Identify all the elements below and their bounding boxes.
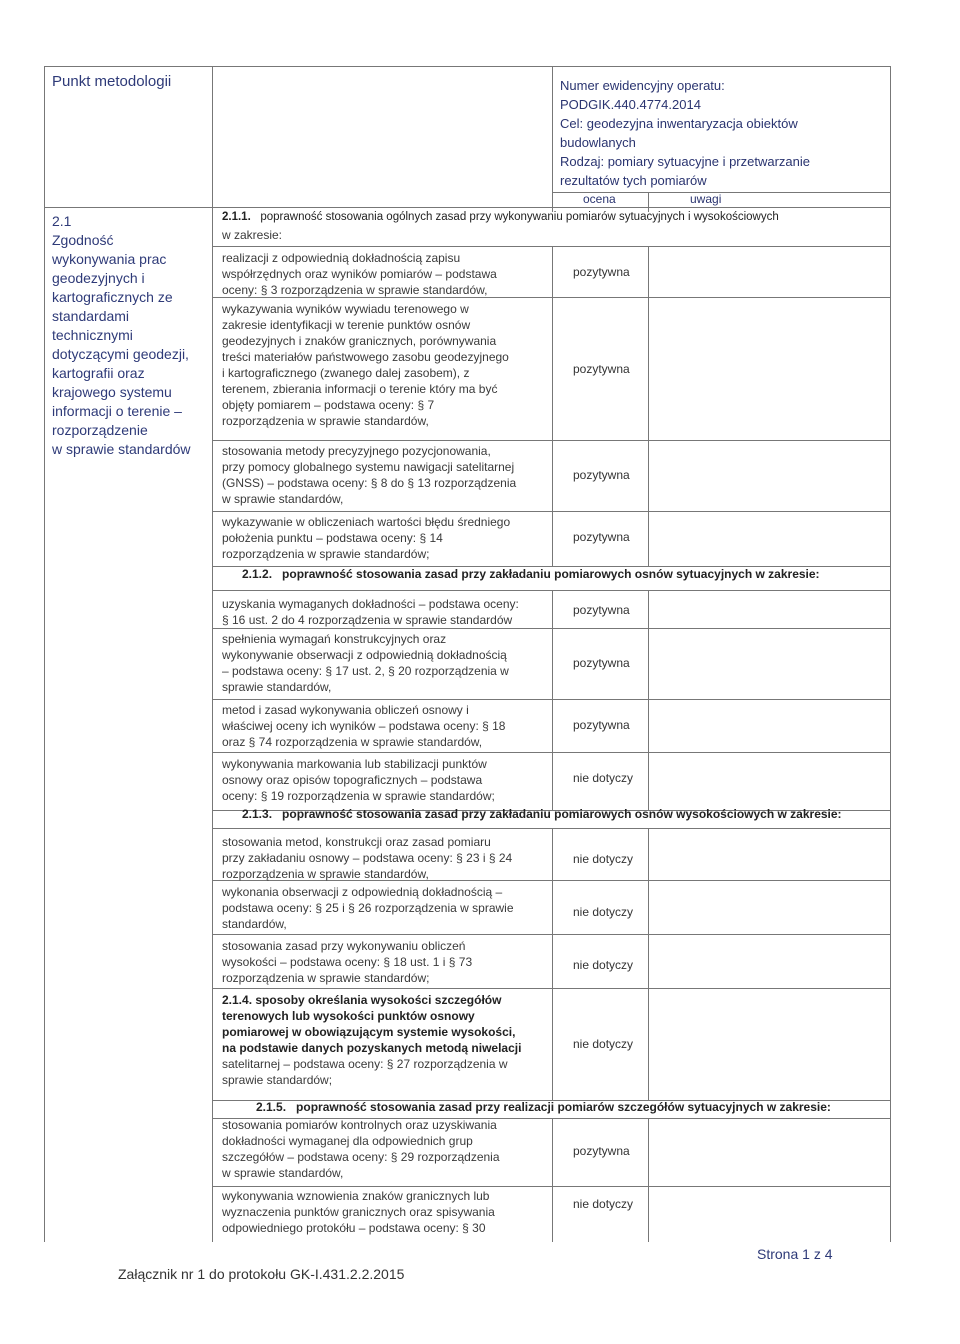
- criteria-row: [222, 514, 510, 562]
- criteria-text-line: rozporządzenia w sprawie standardów;: [222, 971, 430, 985]
- criteria-text-line: wykonywanie obserwacji z odpowiednią dokładnością: [222, 648, 507, 662]
- section-heading-title: poprawność stosowania zasad przy zakładaniu pomiarowych osnów sytuacyjnych w zakresie:: [282, 567, 820, 581]
- criteria-text-line: wykonywania markowania lub stabilizacji punktów: [222, 757, 487, 771]
- criteria-text-line: rozporządzenia w sprawie standardów,: [222, 414, 429, 428]
- header-line: PODGIK.440.4774.2014: [560, 97, 701, 112]
- criteria-text-line: metod i zasad wykonywania obliczeń osnowy i: [222, 703, 469, 717]
- criteria-text-line: 2.1.4. sposoby określania wysokości szczegółów: [222, 993, 502, 1007]
- criteria-assessment: pozytywna: [573, 718, 630, 732]
- criteria-text-line: wyznaczenia punktów granicznych oraz spisywania: [222, 1205, 495, 1219]
- criteria-row: [222, 834, 512, 882]
- criteria-assessment: nie dotyczy: [573, 958, 634, 972]
- criteria-assessment: pozytywna: [573, 530, 630, 544]
- section-description-line: dotyczącymi geodezji,: [52, 346, 189, 362]
- section-description-line: Zgodność: [52, 232, 114, 248]
- criteria-text-line: na podstawie danych pozyskanych metodą niwelacji: [222, 1041, 522, 1055]
- criteria-text-line: rozporządzenia w sprawie standardów,: [222, 867, 429, 881]
- criteria-row: [222, 443, 516, 507]
- section-heading-2-1-1: [222, 211, 779, 223]
- criteria-text-line: wykazywania wyników wywiadu terenowego w: [222, 302, 469, 316]
- criteria-row: [222, 250, 497, 298]
- criteria-text-line: sprawie standardów,: [222, 680, 332, 694]
- header-line: Cel: geodezyjna inwentaryzacja obiektów: [560, 116, 798, 131]
- column-header-uwagi: uwagi: [690, 192, 722, 206]
- section-description-line: kartografii oraz: [52, 365, 145, 381]
- criteria-text-line: współrzędnych oraz wyników pomiarów – podstawa: [222, 267, 497, 281]
- criteria-text-line: pomiarowej w obowiązującym systemie wysokości,: [222, 1025, 516, 1039]
- criteria-assessment: pozytywna: [573, 468, 630, 482]
- section-heading-number: 2.1.5.: [256, 1100, 287, 1114]
- criteria-text-line: stosowania metod, konstrukcji oraz zasad pomiaru: [222, 835, 491, 849]
- section-description-line: technicznymi: [52, 327, 133, 343]
- criteria-assessment: nie dotyczy: [573, 771, 634, 785]
- criteria-text-line: w sprawie standardów,: [222, 1166, 344, 1180]
- criteria-text-line: wykonywania wznowienia znaków granicznych lub: [222, 1189, 490, 1203]
- criteria-text-line: geodezyjnych i znaków granicznych, porównywania: [222, 334, 497, 348]
- section-heading-title: poprawność stosowania zasad przy zakładaniu pomiarowych osnów wysokościowych w zakresie:: [282, 807, 842, 821]
- criteria-row: [222, 596, 519, 628]
- criteria-text-line: stosowania zasad przy wykonywaniu obliczeń: [222, 939, 466, 953]
- criteria-text-line: i kartograficznego (zwanego dalej zasobem), z: [222, 366, 470, 380]
- criteria-text-line: terenem, zbierania informacji o terenie który ma być: [222, 382, 498, 396]
- section-description-line: wykonywania prac: [52, 251, 167, 267]
- criteria-text-line: terenowych lub wysokości punktów osnowy: [222, 1009, 475, 1023]
- section-heading-number: 2.1.3.: [242, 807, 273, 821]
- method-point-title: Punkt metodologii: [52, 73, 172, 90]
- header-line: Numer ewidencyjny operatu:: [560, 78, 725, 93]
- section-heading-title: poprawność stosowania ogólnych zasad przy wykonywaniu pomiarów sytuacyjnych i wysokościowych: [260, 211, 779, 223]
- criteria-assessment: nie dotyczy: [573, 905, 634, 919]
- criteria-text-line: szczegółów – podstawa oceny: § 29 rozporządzenia: [222, 1150, 500, 1164]
- criteria-text-line: wykonania obserwacji z odpowiednią dokładnością –: [222, 885, 503, 899]
- criteria-row-2-1-4: [222, 992, 521, 1088]
- criteria-row: [222, 756, 495, 804]
- criteria-text-line: realizacji z odpowiednią dokładnością zapisu: [222, 251, 461, 265]
- section-heading-2-1-2: [242, 567, 820, 581]
- criteria-text-line: (GNSS) – podstawa oceny: § 8 do § 13 rozporządzenia: [222, 476, 517, 490]
- criteria-text-line: osnowy oraz opisów topograficznych – podstawa: [222, 773, 483, 787]
- criteria-text-line: uzyskania wymaganych dokładności – podstawa oceny:: [222, 597, 519, 611]
- criteria-text-line: podstawa oceny: § 25 i § 26 rozporządzenia w sprawie: [222, 901, 514, 915]
- section-heading-2-1-3: [242, 807, 842, 821]
- section-description-line: krajowego systemu: [52, 384, 172, 400]
- criteria-text-line: satelitarnej – podstawa oceny: § 27 rozporządzenia w: [222, 1057, 508, 1071]
- criteria-text-line: stosowania metody precyzyjnego pozycjonowania,: [222, 444, 491, 458]
- operat-header: [560, 76, 810, 190]
- criteria-text-line: w sprawie standardów,: [222, 492, 344, 506]
- section-heading-number: 2.1.1.: [222, 211, 251, 223]
- criteria-text-line: właściwej oceny ich wyników – podstawa oceny: § 18: [222, 719, 506, 733]
- criteria-assessment: pozytywna: [573, 1144, 630, 1158]
- criteria-row: [222, 631, 509, 695]
- header-line: rezultatów tych pomiarów: [560, 173, 707, 188]
- criteria-text-line: oraz § 74 rozporządzenia w sprawie standardów,: [222, 735, 483, 749]
- criteria-text-line: położenia punktu – podstawa oceny: § 14: [222, 531, 443, 545]
- criteria-text-line: § 16 ust. 2 do 4 rozporządzenia w sprawie standardów: [222, 613, 513, 627]
- criteria-text-line: – podstawa oceny: § 17 ust. 2, § 20 rozporządzenia w: [222, 664, 509, 678]
- criteria-text-line: treści materiałów państwowego zasobu geodezyjnego: [222, 350, 509, 364]
- criteria-text-line: dokładności wymaganej dla odpowiednich grup: [222, 1134, 473, 1148]
- page-number: Strona 1 z 4: [757, 1246, 833, 1262]
- criteria-text-line: spełnienia wymagań konstrukcyjnych oraz: [222, 632, 447, 646]
- criteria-assessment: nie dotyczy: [573, 852, 634, 866]
- criteria-text-line: odpowiedniego protokółu – podstawa oceny: § 30: [222, 1221, 486, 1235]
- section-heading-2-1-1-line2: w zakresie:: [222, 228, 283, 242]
- section-description-line: rozporządzenie: [52, 422, 148, 438]
- criteria-row: [222, 301, 509, 429]
- criteria-text-line: objęty pomiarem – podstawa oceny: § 7: [222, 398, 435, 412]
- header-line: Rodzaj: pomiary sytuacyjne i przetwarzanie: [560, 154, 810, 169]
- criteria-assessment: pozytywna: [573, 265, 630, 279]
- criteria-assessment: nie dotyczy: [573, 1197, 634, 1211]
- criteria-text-line: przy zakładaniu osnowy – podstawa oceny: § 23 i § 24: [222, 851, 513, 865]
- criteria-text-line: przy pomocy globalnego systemu nawigacji satelitarnej: [222, 460, 515, 474]
- criteria-text-line: rozporządzenia w sprawie standardów;: [222, 547, 430, 561]
- criteria-text-line: standardów,: [222, 917, 287, 931]
- section-heading-number: 2.1.2.: [242, 567, 273, 581]
- criteria-row: [222, 938, 472, 986]
- criteria-text-line: zakresie identyfikacji w terenie punktów osnów: [222, 318, 471, 332]
- criteria-text-line: oceny: § 3 rozporządzenia w sprawie standardów,: [222, 283, 488, 297]
- section-description-line: standardami: [52, 308, 130, 324]
- criteria-text-line: oceny: § 19 rozporządzenia w sprawie standardów;: [222, 789, 495, 803]
- section-description-line: geodezyjnych i: [52, 270, 145, 286]
- attachment-caption: Załącznik nr 1 do protokołu GK-I.431.2.2.2015: [118, 1266, 405, 1282]
- section-description-line: informacji o terenie –: [52, 403, 182, 419]
- section-description-line: w sprawie standardów: [52, 441, 191, 457]
- section-description-line: kartograficznych ze: [52, 289, 173, 305]
- criteria-assessment: nie dotyczy: [573, 1037, 634, 1051]
- criteria-row: [222, 884, 514, 932]
- criteria-text-line: wysokości – podstawa oceny: § 18 ust. 1 i § 73: [222, 955, 473, 969]
- criteria-text-line: stosowania pomiarów kontrolnych oraz uzyskiwania: [222, 1118, 497, 1132]
- section-heading-title: poprawność stosowania zasad przy realizacji pomiarów szczegółów sytuacyjnych w zakresie:: [296, 1100, 831, 1114]
- criteria-assessment: pozytywna: [573, 656, 630, 670]
- criteria-row: [222, 702, 505, 750]
- criteria-text-line: wykazywanie w obliczeniach wartości błędu średniego: [222, 515, 511, 529]
- criteria-assessment: pozytywna: [573, 603, 630, 617]
- column-header-ocena: ocena: [583, 192, 616, 206]
- section-number: 2.1: [52, 213, 72, 229]
- criteria-row: [222, 1117, 500, 1181]
- section-heading-2-1-5: [256, 1100, 831, 1114]
- criteria-row: [222, 1188, 495, 1236]
- criteria-assessment: pozytywna: [573, 362, 630, 376]
- criteria-text-line: sprawie standardów;: [222, 1073, 333, 1087]
- section-description: [52, 231, 191, 459]
- header-line: budowlanych: [560, 135, 636, 150]
